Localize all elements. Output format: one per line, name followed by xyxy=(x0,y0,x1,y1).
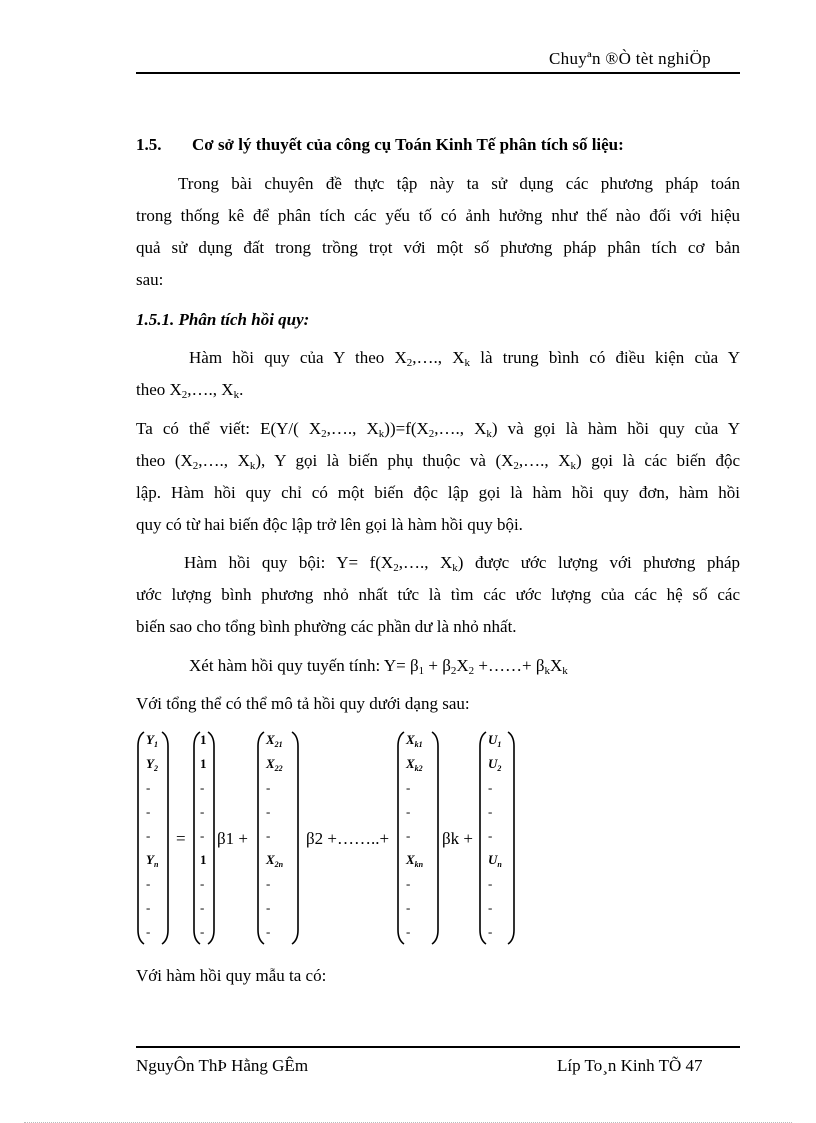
xk-cell: $X_{k2}$ xyxy=(406,756,423,773)
x2-cell: - xyxy=(266,780,271,795)
ones-cell: - xyxy=(200,876,205,891)
p2-text: ))=f(X xyxy=(384,419,429,438)
x2-cell: $X_{22}$ xyxy=(266,756,283,773)
p1-line-1 xyxy=(189,348,740,368)
intro-line-2: trong thống kê để phân tích các yếu tố có ảnh hưởng như thế nào đối với hiệu xyxy=(136,206,740,225)
ones-cell: - xyxy=(200,924,205,939)
u-cell: $U_2$ xyxy=(488,756,502,773)
p3-text: Hàm hồi quy bội: Y= f(X xyxy=(184,553,394,572)
sub-k: k xyxy=(233,389,240,401)
p6-line: Với hàm hồi quy mẫu ta có: xyxy=(136,966,327,985)
x2-cell: - xyxy=(266,828,271,843)
sub-2: 2 xyxy=(450,665,457,677)
y-cell: - xyxy=(146,876,151,891)
sub-k: k xyxy=(544,665,550,677)
p1-text-e: ,…., X xyxy=(187,380,234,399)
footer-class: Líp To¸n Kinh TÕ 47 xyxy=(557,1056,703,1075)
xk-cell: $X_{k1}$ xyxy=(406,732,423,749)
sub-k: k xyxy=(378,428,385,440)
equals-sign: = xyxy=(176,829,186,848)
p1-text-b: ,…., X xyxy=(412,348,465,367)
p2-text: ,…., X xyxy=(434,419,487,438)
p4-line xyxy=(189,656,793,676)
u-cell: - xyxy=(488,828,493,843)
x2-cell: - xyxy=(266,900,271,915)
u-cell: - xyxy=(488,876,493,891)
p3-text: ) được ước lượng với phương pháp xyxy=(457,553,740,572)
section-heading xyxy=(136,135,740,155)
y-cell: - xyxy=(146,780,151,795)
p3-line-1 xyxy=(184,553,740,573)
p4-text: Xét hàm hồi quy tuyến tính: Y= β xyxy=(189,656,419,675)
p3-text: ,…., X xyxy=(398,553,453,572)
section-title: Cơ sở lý thuyết của công cụ Toán Kinh Tế phân tích số liệu: xyxy=(192,135,624,154)
ones-cell: - xyxy=(200,804,205,819)
p2-text: Ta có thể viết: E(Y/( X xyxy=(136,419,322,438)
p3-line-2: ước lượng bình phương nhỏ nhất tức là tìm các ước lượng của các hệ số các xyxy=(136,585,740,604)
u-cell: - xyxy=(488,900,493,915)
y-cell: $Y_1$ xyxy=(146,732,158,749)
sub-k: k xyxy=(452,562,458,574)
xk-cell: $X_{kn}$ xyxy=(406,852,424,869)
ones-cell: 1 xyxy=(200,732,207,747)
p2-line-4: quy có từ hai biến độc lập trở lên gọi là hàm hồi quy bội. xyxy=(136,515,523,534)
p2-line-1 xyxy=(136,419,740,439)
y-cell: - xyxy=(146,924,151,939)
x2-cell: - xyxy=(266,876,271,891)
p1-text-c: là trung bình có điều kiện của Y xyxy=(470,348,740,367)
header-rule xyxy=(136,72,740,74)
sub-2: 2 xyxy=(428,428,435,440)
u-cell: - xyxy=(488,804,493,819)
p1-line-2 xyxy=(136,380,740,400)
footer-author: NguyÔn ThÞ Hằng GÊm xyxy=(136,1056,309,1075)
section-number: 1.5. xyxy=(136,135,162,154)
x2-cell: - xyxy=(266,804,271,819)
sub-2: 2 xyxy=(513,460,519,472)
subsection-heading: 1.5.1. Phân tích hồi quy: xyxy=(136,310,310,329)
y-cell: - xyxy=(146,804,151,819)
sub-k: k xyxy=(562,665,568,677)
p1-text-f: . xyxy=(239,380,244,399)
p2-text: ) gọi là các biến độc xyxy=(576,451,740,470)
xk-cell: - xyxy=(406,828,411,843)
ones-cell: - xyxy=(200,828,205,843)
u-cell: $U_1$ xyxy=(488,732,502,749)
u-cell: - xyxy=(488,924,493,939)
sub-2: 2 xyxy=(468,665,475,677)
p1-text-a: Hàm hồi quy của Y theo X xyxy=(189,348,407,367)
y-cell: $Y_n$ xyxy=(146,852,159,869)
p2-text: ), Y gọi là biến phụ thuộc và (X xyxy=(255,451,514,470)
ones-cell: 1 xyxy=(200,756,207,771)
page-header: Chuyªn ®Ò tèt nghiÖp xyxy=(549,49,711,68)
intro-line-4: sau: xyxy=(136,270,164,289)
p2-text: ,…., X xyxy=(198,451,250,470)
p2-text: ,…., X xyxy=(518,451,571,470)
sub-k: k xyxy=(570,460,577,472)
u-cell: $U_n$ xyxy=(488,852,502,869)
xk-cell: - xyxy=(406,876,411,891)
sub-k: k xyxy=(486,428,492,440)
sub-2: 2 xyxy=(181,389,188,401)
xk-cell: - xyxy=(406,804,411,819)
xk-cell: - xyxy=(406,924,411,939)
p2-text: ,…., X xyxy=(326,419,379,438)
u-cell: - xyxy=(488,780,493,795)
sub-2: 2 xyxy=(406,357,413,369)
sub-2: 2 xyxy=(393,562,399,574)
p4-text: X xyxy=(456,656,469,675)
sub-2: 2 xyxy=(192,460,199,472)
sub-k: k xyxy=(249,460,256,472)
y-cell: - xyxy=(146,900,151,915)
sub-1: 1 xyxy=(418,665,425,677)
y-cell: - xyxy=(146,828,151,843)
sub-k: k xyxy=(464,357,471,369)
ones-cell: - xyxy=(200,900,205,915)
ones-cell: 1 xyxy=(200,852,207,867)
xk-cell: - xyxy=(406,780,411,795)
matrix-equation xyxy=(136,728,536,950)
x2-cell: $X_{2n}$ xyxy=(266,852,284,869)
p2-text: theo (X xyxy=(136,451,193,470)
p2-text: ) và gọi là hàm hồi quy của Y xyxy=(491,419,740,438)
p4-text: X xyxy=(549,656,563,675)
beta2-term: β2 +……..+ xyxy=(306,829,390,848)
xk-cell: - xyxy=(406,900,411,915)
y-cell: $Y_2$ xyxy=(146,756,158,773)
p3-line-3: biến sao cho tổng bình phường các phần dư là nhỏ nhất. xyxy=(136,617,517,636)
footer-rule xyxy=(136,1046,740,1048)
beta1-term: β1 + xyxy=(217,829,248,848)
p1-text-d: theo X xyxy=(136,380,182,399)
p2-line-2 xyxy=(136,451,740,471)
betak-term: βk + xyxy=(442,829,473,848)
sub-2: 2 xyxy=(321,428,327,440)
ones-cell: - xyxy=(200,780,205,795)
p4-text: + β xyxy=(424,656,451,675)
intro-line-3: quả sử dụng đất trong trồng trọt với một số phương pháp phân tích cơ bản xyxy=(136,238,740,257)
x2-cell: $X_{21}$ xyxy=(266,732,283,749)
p4-text: +……+ β xyxy=(474,656,545,675)
p2-line-3: lập. Hàm hồi quy chỉ có một biến độc lập gọi là hàm hồi quy đơn, hàm hồi xyxy=(136,483,740,502)
intro-line-1: Trong bài chuyên đề thực tập này ta sử dụng các phương pháp toán xyxy=(178,174,740,193)
p5-line: Với tổng thể có thể mô tả hồi quy dưới dạng sau: xyxy=(136,694,470,713)
x2-cell: - xyxy=(266,924,271,939)
